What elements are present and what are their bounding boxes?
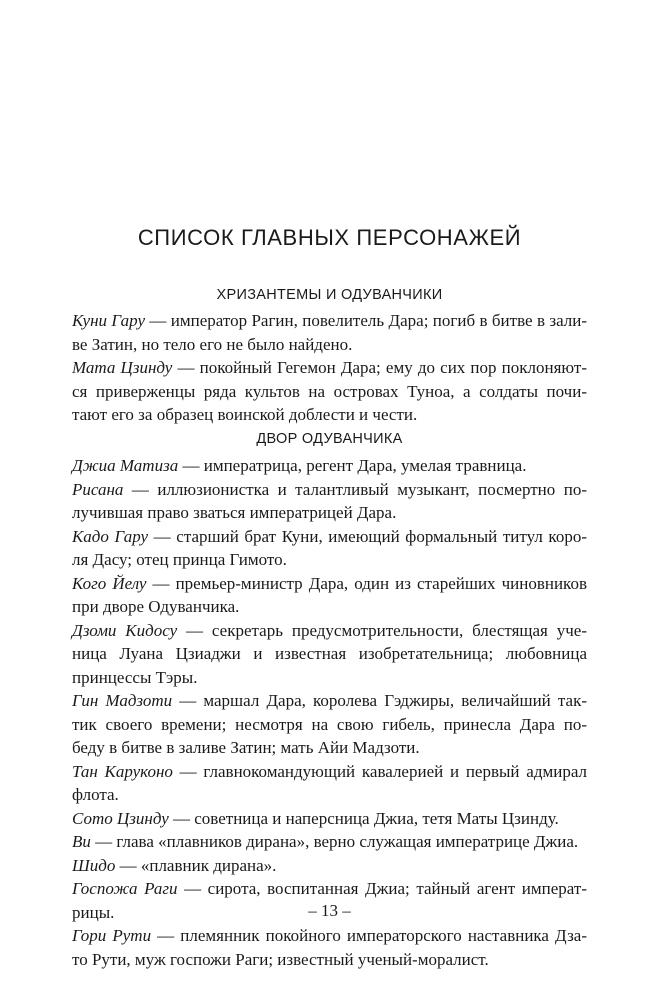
character-name: Ви: [72, 832, 91, 851]
character-name: Кадо Гару: [72, 526, 149, 546]
entry-line: тик своего времени; несмотря на свою гибель, принесла Дара по-: [72, 714, 587, 734]
character-name: Гин Мадзоти: [72, 691, 173, 710]
page-title: СПИСОК ГЛАВНЫХ ПЕРСОНАЖЕЙ: [137, 225, 522, 250]
section-heading-dandelion-court: ДВОР ОДУВАНЧИКА: [256, 431, 403, 447]
entry-text: — премьер-министр Дара, один из старейших чиновников: [146, 573, 587, 593]
section-list-dandelion-court: [72, 454, 587, 971]
entry-line: [72, 619, 587, 643]
character-entry-than-carucono: [72, 760, 587, 807]
entry-line: при дворе Одуванчика.: [72, 597, 240, 616]
character-entry-zomi-kidosu: [72, 619, 587, 690]
entry-text: — советница и наперсница Джиа, тетя Маты Цзинду.: [168, 808, 559, 828]
character-name: Джиа Матиза: [72, 456, 179, 475]
character-entry-gori-ruti: [72, 924, 587, 971]
entry-line: [72, 525, 587, 549]
entry-line: [72, 760, 587, 784]
entry-line: [72, 309, 587, 333]
character-entry-soto-zyndu: [72, 807, 587, 831]
character-entry-risana: [72, 478, 587, 525]
entry-line: [72, 478, 587, 502]
entry-line: ся приверженцы ряда культов на островах Туноа, а солдаты почи-: [72, 381, 587, 401]
entry-line: тают его за образец воинской доблести и чести.: [72, 405, 418, 424]
entry-line: принцессы Тэры.: [72, 667, 198, 687]
entry-line: [72, 807, 587, 831]
character-name: Дзоми Кидосу: [72, 620, 178, 640]
character-name: Сото Цзинду: [72, 808, 169, 828]
entry-line: ница Луана Цзиаджи и известная изобретательница; любовница: [72, 644, 587, 663]
character-name: Куни Гару: [72, 311, 145, 330]
entry-line: [72, 356, 587, 380]
entry-line: [72, 877, 587, 901]
character-entry-gin-mazoti: [72, 689, 587, 760]
entry-line: [72, 830, 587, 854]
character-entry-shido: [72, 854, 587, 878]
entry-line: ля Дасу; отец принца Гимото.: [72, 550, 287, 569]
entry-text: — племянник покойного императорского наставника Дза-: [151, 926, 587, 945]
character-name: Рисана: [72, 479, 124, 499]
entry-text: — император Рагин, повелитель Дара; погиб в битве в зали-: [145, 311, 588, 330]
entry-line: [72, 689, 587, 713]
entry-line: лучившая право зваться императрицей Дара.: [72, 503, 397, 522]
entry-text: — сирота, воспитанная Джиа; тайный агент императ-: [177, 879, 587, 898]
character-entry-kuni-garu: [72, 309, 587, 356]
character-name: Шидо: [72, 855, 116, 875]
page-number: – 13 –: [308, 901, 351, 920]
character-name: Тан Каруконо: [72, 761, 173, 781]
entry-line: то Рути, муж госпожи Раги; известный ученый-моралист.: [72, 949, 489, 969]
entry-text: — «плавник дирана».: [115, 855, 277, 875]
section-list-chrysanthemums: [72, 309, 587, 427]
entry-line: [72, 454, 587, 478]
entry-line: [72, 572, 587, 596]
entry-text: — секретарь предусмотрительности, блестящая уче-: [177, 620, 587, 640]
entry-text: — иллюзионистка и талантливый музыкант, посмертно по-: [123, 479, 587, 499]
entry-text: — императрица, регент Дара, умелая травница.: [178, 456, 527, 475]
entry-text: — покойный Гегемон Дара; ему до сих пор поклоняют-: [172, 358, 587, 377]
character-entry-mata-zyndu: [72, 356, 587, 427]
entry-line: флота.: [72, 785, 119, 804]
entry-line: рицы.: [72, 902, 115, 922]
character-name: Госпожа Раги: [72, 879, 178, 898]
character-entry-wi: [72, 830, 587, 854]
character-entry-cogo-yelu: [72, 572, 587, 619]
character-name: Мата Цзинду: [72, 358, 173, 377]
character-entry-jia-matiza: [72, 454, 587, 478]
entry-text: — главнокомандующий кавалерией и первый адмирал: [172, 761, 588, 781]
character-name: Гори Рути: [72, 926, 152, 945]
character-name: Кого Йелу: [72, 573, 147, 593]
character-entry-kado-garu: [72, 525, 587, 572]
entry-line: [72, 854, 587, 878]
entry-line: [72, 924, 587, 948]
section-heading-chrysanthemums: ХРИЗАНТЕМЫ И ОДУВАНЧИКИ: [216, 287, 443, 303]
entry-text: — старший брат Куни, имеющий формальный титул коро-: [148, 526, 587, 546]
entry-text: — маршал Дара, королева Гэджиры, величайший так-: [172, 691, 587, 710]
entry-text: — глава «плавников дирана», верно служащая императрице Джиа.: [90, 832, 579, 851]
entry-line: беду в битве в заливе Затин; мать Айи Мадзоти.: [72, 738, 420, 757]
entry-line: ве Затин, но тело его не было найдено.: [72, 334, 353, 354]
